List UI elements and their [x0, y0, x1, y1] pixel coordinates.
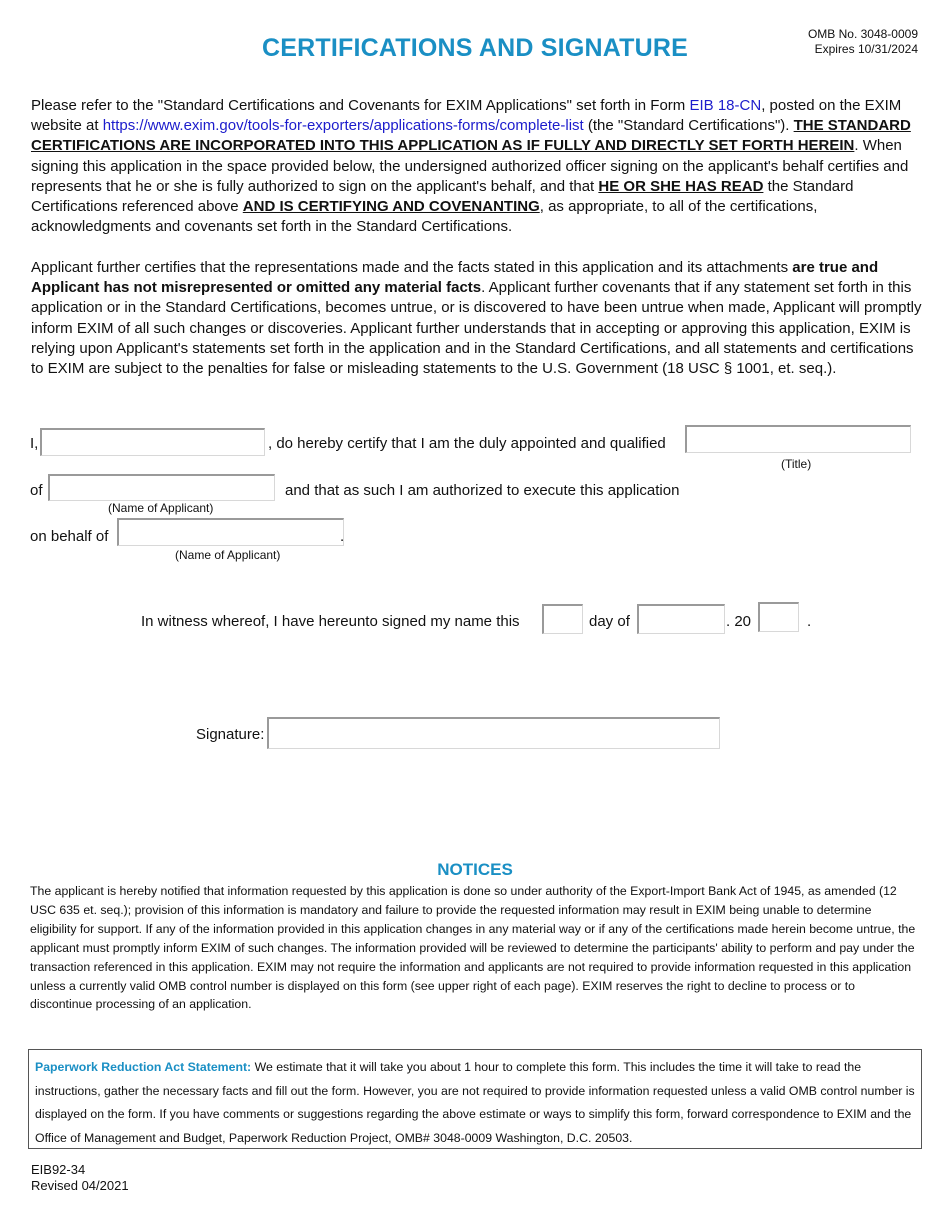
- exim-forms-url-link[interactable]: https://www.exim.gov/tools-for-exporters/applications-forms/complete-list: [102, 117, 584, 135]
- certification-paragraph-2: Applicant further certifies that the representations made and the facts stated in this application and its attachments are true and Applicant has not misrepresented or omitted any material facts. Applicant further covenants that if any statement set forth in this application or in the Standard Certifications, becomes untrue, or is discovered to have been untrue when made, Applicant will promptly inform EXIM of all such changes or discoveries. Applicant further understands that in accepting or approving this application, EXIM is relying upon Applicant's statements set forth in the application and in the Standard Certifications, and all statements and certifications to EXIM are subject to the penalties for false or misleading statements to the U.S. Government (18 USC § 1001, et. seq.).: [31, 259, 922, 378]
- witness-text: In witness whereof, I have hereunto signed my name this: [141, 613, 520, 630]
- witness-end-period: .: [807, 613, 812, 630]
- title-caption: (Title): [781, 457, 812, 471]
- name-field[interactable]: [40, 428, 265, 456]
- notices-title: NOTICES: [437, 860, 513, 879]
- behalf-period: .: [340, 528, 345, 545]
- signature-field[interactable]: [267, 717, 720, 749]
- certify-text: , do hereby certify that I am the duly appointed and qualified: [268, 435, 666, 452]
- paperwork-heading: Paperwork Reduction Act Statement:: [35, 1060, 252, 1074]
- day-of-label: day of: [589, 613, 630, 630]
- page-title: CERTIFICATIONS AND SIGNATURE: [262, 34, 688, 62]
- form-eib-18-cn-link[interactable]: EIB 18-CN: [689, 97, 762, 114]
- paperwork-text: We estimate that it will take you about 1 hour to complete this form. This includes the time it will take to read the instructions, gather the necessary facts and fill out the form. However, you are not required to provide information requested unless a valid OMB control number is displayed on the form. If you have comments or suggestions regarding the above estimate or ways to simplify this form, forward correspondence to EXIM and the Office of Management and Budget, Paperwork Reduction Project, OMB# 3048-0009 Washington, D.C. 20503.: [35, 1060, 915, 1145]
- month-field[interactable]: [637, 604, 725, 634]
- applicant-name-field[interactable]: [48, 474, 275, 501]
- title-field[interactable]: [685, 425, 911, 453]
- i-label: I,: [30, 435, 39, 452]
- form-id: EIB92-34: [31, 1162, 86, 1177]
- paperwork-reduction-box: [28, 1049, 922, 1149]
- authorized-text: and that as such I am authorized to execute this application: [285, 482, 680, 499]
- revised-date: Revised 04/2021: [31, 1178, 129, 1193]
- form-footer: [31, 1162, 129, 1194]
- applicant-caption-2: (Name of Applicant): [175, 548, 281, 562]
- applicant-caption-1: (Name of Applicant): [108, 501, 214, 515]
- omb-info: [808, 27, 918, 57]
- notices-text: The applicant is hereby notified that information requested by this application is done so under authority of the Export-Import Bank Act of 1945, as amended (12 USC 635 et. seq.); provision of this information is mandatory and failure to provide the requested information may result in EXIM being unable to determine eligibility for support. If any of the information provided in this application changes in any material way or if any of the certifications made herein become untrue, the applicant must promptly inform EXIM of such changes. The information provided will be reviewed to determine the participants' ability to perform and pay under the transaction referenced in this application. EXIM may not require the information and applicants are not required to provide information requested in this application unless a currently valid OMB control number is displayed on this form (see upper right of each page). EXIM reserves the right to decline to process or to discontinue processing of an application.: [30, 884, 916, 1012]
- behalf-label: on behalf of: [30, 528, 109, 545]
- certification-paragraph-1: Please refer to the "Standard Certifications and Covenants for EXIM Applications" set forth in Form EIB 18-CN, posted on the EXIM website at https://www.exim.gov/tools-for-exporters/applications-forms/complete-list (the "Standard Certifications"). THE STANDARD CERTIFICATIONS ARE INCORPORATED INTO THIS APPLICATION AS IF FULLY AND DIRECTLY SET FORTH HEREIN. When signing this application in the space provided below, the undersigned authorized officer signing on the applicant's behalf certifies and represents that he or she is fully authorized to sign on the applicant's behalf, and that HE OR SHE HAS READ the Standard Certifications referenced above AND IS CERTIFYING AND COVENANTING, as appropriate, to all of the certifications, acknowledgments and covenants set forth in the Standard Certifications.: [31, 97, 911, 236]
- signature-label: Signature:: [196, 726, 265, 743]
- omb-expires: Expires 10/31/2024: [814, 42, 918, 56]
- behalf-applicant-field[interactable]: [117, 518, 344, 546]
- year-prefix: . 20: [726, 613, 752, 630]
- day-field[interactable]: [542, 604, 583, 634]
- omb-number: OMB No. 3048-0009: [807, 27, 918, 41]
- of-label: of: [30, 482, 43, 499]
- year-field[interactable]: [758, 602, 799, 632]
